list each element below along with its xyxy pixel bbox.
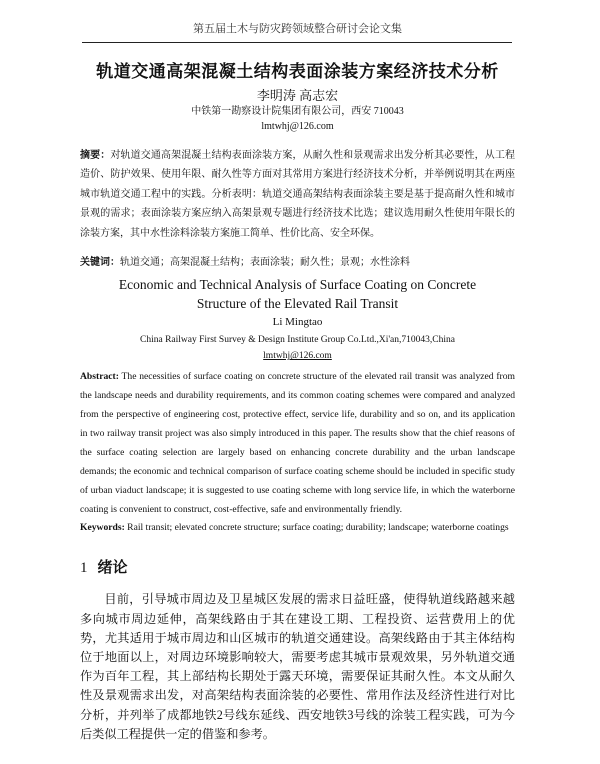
paper-title-en: Economic and Technical Analysis of Surface Coating on Concrete Structure of the Elevated Rail Transit <box>118 277 477 311</box>
authors-cn: 李明涛 高志宏 <box>256 88 339 103</box>
keywords-cn <box>80 253 515 272</box>
affiliation-cn: 中铁第一勘察设计院集团有限公司，西安 710043 <box>191 106 404 117</box>
email-en-link[interactable]: lmtwhj@126.com <box>263 351 332 362</box>
author-en: Li Mingtao <box>272 316 323 329</box>
header-rule <box>82 42 512 43</box>
abstract-en <box>80 367 515 519</box>
section-heading <box>80 558 515 578</box>
keywords-cn-text: 轨道交通；高架混凝土结构；表面涂装；耐久性；景观；水性涂料 <box>120 257 410 269</box>
abstract-cn-label: 摘要： <box>80 150 111 161</box>
section-number: 1 <box>80 560 88 577</box>
body-paragraph: 目前，引导城市周边及卫星城区发展的需求日益旺盛，使得轨道线路越来越多向城市周边延伸，高架线路由于其在建设工期、工程投资、运营费用上的优势，尤其适用于城市周边和山区城市的轨道交通建设。高架线路由于其主体结构位于地面以上，对周边环境影响较大，需要考虑其城市景观效果，另外轨道交通作为百年工程，其上部结构长期处于露天环境，需要保证其耐久性。本文从耐久性及景观需求出发，对高架结构表面涂装的必要性、常用作法及经济性进行对比分析，并列举了成都地铁2号线东延线、西安地铁3号线的涂装工程实践，可为今后类似工程提供一定的借鉴和参考。 <box>80 592 515 741</box>
affiliation-en: China Railway First Survey & Design Institute Group Co.Ltd.,Xi'an,710043,China <box>140 335 455 346</box>
paper-title-cn: 轨道交通高架混凝土结构表面涂装方案经济技术分析 <box>96 62 499 82</box>
abstract-cn-text: 对轨道交通高架混凝土结构表面涂装方案，从耐久性和景观需求出发分析其必要性，从工程造价、防护效果、使用年限、耐久性等方面对其常用方案进行经济技术分析，并举例说明其在两座城市轨道交通工程中的实践。分析表明：轨道交通高架结构表面涂装主要是基于提高耐久性和城市景观的需求；表面涂装方案应纳入高架景观专题进行经济技术比选；建议选用耐久性使用年限长的涂装方案，其中水性涂料涂装方案施工简单、性价比高、安全环保。 <box>80 150 516 239</box>
section-title: 绪论 <box>97 560 128 577</box>
keywords-en-text: Rail transit; elevated concrete structure; surface coating; durability; landscape; waterborne coatings <box>127 522 509 534</box>
abstract-en-text: The necessities of surface coating on concrete structure of the elevated rail transit was analyzed from the landscape needs and durability requirements, and its common coating schemes were compared and analyzed from the perspective of engineering cost, protective effect, service life, durability and so on, and its application in two railway transit project was also simply introduced in this paper. The results show that the chief reasons of the surface coating selection are largely based on enhancing concrete durability and the urban landscape demands; the economic and technical comparison of surface coating scheme should be included in specific study of urban viaduct landscape; it is suggested to use coating scheme with long service life, in which the waterborne coating is convenient to construct, cost-effective, safe and environmentally friendly. <box>80 371 515 516</box>
abstract-en-label: Abstract: <box>80 371 119 383</box>
abstract-cn <box>80 146 515 243</box>
keywords-cn-label: 关键词： <box>80 257 120 269</box>
running-head: 第五届土木与防灾跨领域整合研讨会论文集 <box>193 23 402 35</box>
email-cn: lmtwhj@126.com <box>261 121 334 132</box>
keywords-en <box>80 519 515 536</box>
keywords-en-label: Keywords: <box>80 522 125 534</box>
